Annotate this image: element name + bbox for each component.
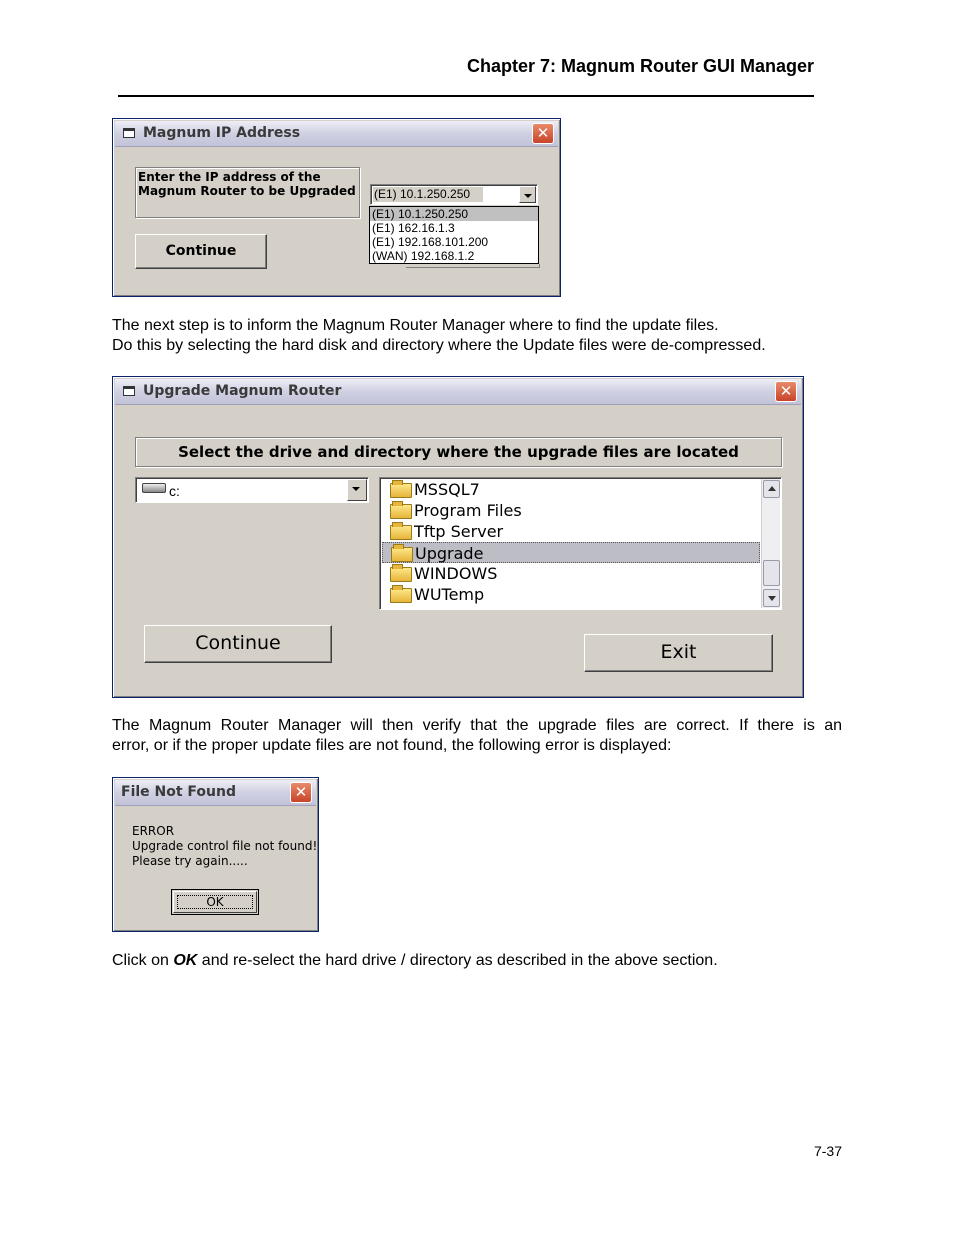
ip-list-shadow: [406, 264, 540, 268]
ip-instructions-line2: Magnum Router to be Upgraded: [138, 184, 356, 198]
chevron-down-icon[interactable]: [519, 186, 536, 203]
folder-icon: [391, 547, 413, 562]
chapter-title: Chapter 7: Magnum Router GUI Manager: [466, 56, 814, 76]
upgrade-continue-button[interactable]: Continue: [144, 625, 332, 663]
directory-label: Upgrade: [415, 544, 484, 563]
paragraph2-line1: The Magnum Router Manager will then verify that the upgrade files are correct. If there is an: [112, 717, 842, 734]
directory-label: Tftp Server: [414, 522, 504, 541]
ip-dialog-titlebar: [115, 121, 558, 147]
page-number: 7-37: [813, 1143, 842, 1159]
ip-instructions-box: [135, 167, 360, 218]
folder-icon: [390, 483, 412, 498]
directory-item[interactable]: [382, 479, 760, 500]
directory-label: MSSQL7: [414, 480, 480, 499]
upgrade-dialog-title: Upgrade Magnum Router: [143, 383, 342, 399]
directory-label: Program Files: [414, 501, 522, 520]
paragraph1-line1: The next step is to inform the Magnum Router Manager where to find the update files.: [112, 317, 719, 334]
ok-button[interactable]: [171, 889, 259, 915]
ip-dialog-title: Magnum IP Address: [143, 125, 301, 141]
ip-instructions-line1: Enter the IP address of the: [138, 170, 321, 184]
error-dialog-title: File Not Found: [121, 784, 237, 800]
ok-button-face: [173, 891, 257, 913]
upgrade-router-dialog: [112, 376, 804, 698]
ip-instructions-text: [138, 170, 356, 198]
drive-icon: [142, 483, 166, 493]
directory-item[interactable]: [382, 584, 760, 605]
drive-select[interactable]: [135, 477, 369, 503]
close-icon[interactable]: ✕: [290, 782, 312, 803]
paragraph-verify: [112, 716, 842, 756]
paragraph-update-location: [112, 316, 766, 356]
ip-address-combo[interactable]: [370, 184, 538, 205]
ip-continue-button[interactable]: Continue: [135, 234, 267, 269]
paragraph2-line2: error, or if the proper update files are not found, the following error is displayed:: [112, 737, 672, 754]
close-icon[interactable]: ✕: [775, 381, 797, 402]
directory-list[interactable]: [379, 477, 782, 610]
folder-icon: [390, 567, 412, 582]
chevron-down-icon[interactable]: [347, 479, 367, 501]
window-icon: [123, 128, 135, 138]
upgrade-dialog-titlebar: [115, 379, 801, 405]
error-line1: ERROR: [132, 824, 175, 838]
drive-value: c:: [169, 483, 180, 499]
paragraph3-after: and re-select the hard drive / directory as described in the above section.: [197, 952, 718, 969]
close-icon[interactable]: ✕: [532, 123, 554, 144]
ip-combo-value: (E1) 10.1.250.250: [373, 187, 483, 202]
error-line2: Upgrade control file not found!: [132, 839, 318, 853]
exit-button[interactable]: Exit: [584, 634, 773, 672]
ok-button-label: OK: [177, 895, 253, 909]
ip-address-list[interactable]: [369, 206, 539, 264]
folder-icon: [390, 504, 412, 519]
scroll-down-icon[interactable]: [763, 589, 780, 607]
paragraph-click-ok: [112, 951, 718, 971]
upgrade-instructions-banner: [135, 437, 782, 467]
directory-item[interactable]: [382, 563, 760, 584]
header-rule: [118, 95, 814, 97]
folder-icon: [390, 525, 412, 540]
ip-option[interactable]: (E1) 192.168.101.200: [372, 235, 489, 249]
directory-label: WINDOWS: [414, 564, 498, 583]
ip-option[interactable]: (E1) 162.16.1.3: [372, 221, 455, 235]
ip-option[interactable]: (WAN) 192.168.1.2: [372, 249, 475, 263]
directory-scrollbar[interactable]: [761, 479, 780, 608]
window-icon: [123, 386, 135, 396]
scroll-up-icon[interactable]: [763, 480, 780, 498]
paragraph3-before: Click on: [112, 952, 174, 969]
directory-item-selected[interactable]: [382, 542, 760, 563]
directory-item[interactable]: [382, 521, 760, 542]
file-not-found-dialog: [112, 777, 319, 932]
directory-item[interactable]: [382, 500, 760, 521]
upgrade-banner-text: Select the drive and directory where the upgrade files are located: [178, 443, 739, 461]
folder-icon: [390, 588, 412, 603]
directory-label: WUTemp: [414, 585, 485, 604]
error-line3: Please try again.....: [132, 854, 248, 868]
paragraph3-ok-emphasis: OK: [173, 952, 198, 969]
scroll-thumb[interactable]: [763, 560, 780, 586]
error-dialog-titlebar: [115, 780, 316, 806]
ip-option[interactable]: (E1) 10.1.250.250: [370, 207, 538, 221]
ip-address-dialog: [112, 118, 561, 297]
paragraph1-line2: Do this by selecting the hard disk and directory where the Update files were de-compressed.: [112, 337, 766, 354]
error-message: [132, 824, 317, 869]
